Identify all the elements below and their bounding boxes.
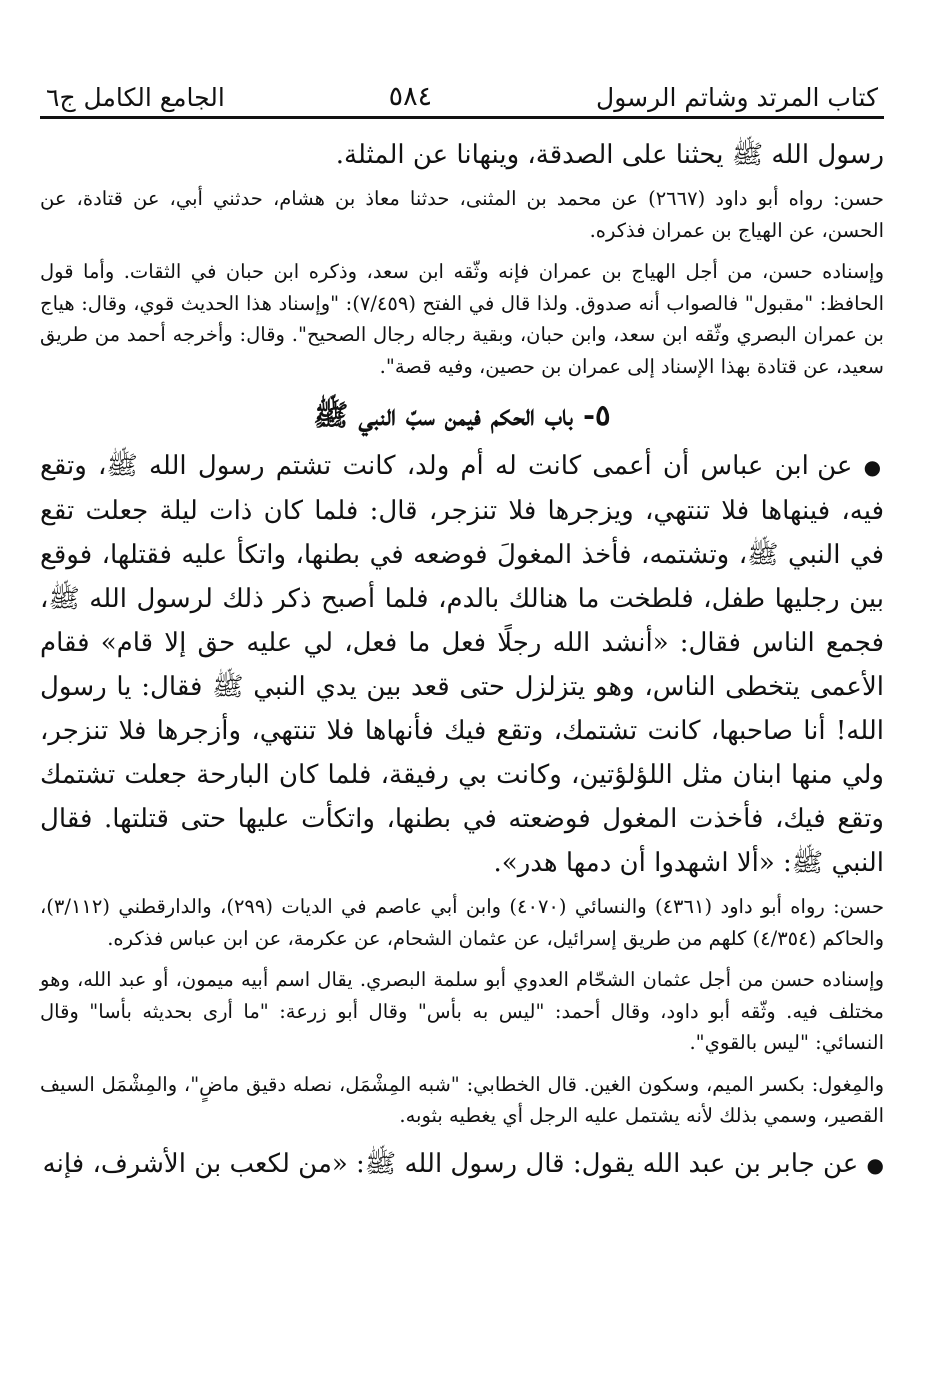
isnad-note-2: وإسناده حسن من أجل عثمان الشحّام العدوي أبو سلمة البصري. يقال اسم أبيه ميمون، أو عبد الله، وهو مختلف فيه. وثّقه أبو داود، وقال أحمد: "ليس به بأس" وقال أبو زرعة: "ما أرى بحديثه بأسا" وقال النسائي: "ليس بالقوي". (40, 968, 884, 1054)
hadith-text (40, 444, 884, 885)
bullet-icon: ● (863, 455, 885, 479)
gloss-note: والمِغول: بكسر الميم، وسكون الغين. قال الخطابي: "شبه المِشْمَل، نصله دقيق ماضٍ"، والمِشْمَل السيف القصير، وسمي بذلك لأنه يشتمل عليه الرجل أي يغطيه بثوبه. (40, 1072, 884, 1127)
bullet-icon: ● (866, 1152, 884, 1177)
header-rule (40, 116, 884, 119)
takhrij-note-2: حسن: رواه أبو داود (٤٣٦١) والنسائي (٤٠٧٠) وابن أبي عاصم في الديات (٢٩٩)، والدارقطني (٣/١١٢)، والحاكم (٤/٣٥٤) كلهم من طريق إسرائيل، عن عثمان الشحام، عن عكرمة، عن ابن عباس فذكره. (40, 895, 885, 950)
page-number: ٥٨٤ (388, 81, 433, 112)
hadith-continuation: رسول الله ﷺ يحثنا على الصدقة، وينهانا عن المثلة. (335, 140, 884, 170)
page-header (40, 68, 884, 112)
takhrij-note: حسن: رواه أبو داود (٢٦٦٧) عن محمد بن المثنى، حدثنا معاذ بن هشام، حدثني أبي، عن قتادة، عن الحسن، عن الهياج بن عمران فذكره. (40, 187, 884, 242)
header-volume: الجامع الكامل ج٦ (46, 83, 225, 112)
isnad-note: وإسناده حسن، من أجل الهياج بن عمران فإنه وثّقه ابن سعد، وذكره ابن حبان في الثقات. وأما قول الحافظ: "مقبول" فالصواب أنه صدوق. ولذا قال في الفتح (٧/٤٥٩): "وإسناد هذا الحديث قوي، وقال: هياج بن عمران البصري وثّقه ابن سعد، وابن حبان، وبقية رجاله رجال الصحيح". وقال: وأخرجه أحمد من طريق سعيد، عن قتادة بهذا الإسناد إلى عمران بن حصين، وفيه قصة". (40, 260, 885, 378)
header-book-title: كتاب المرتد وشاتم الرسول (596, 83, 878, 112)
hadith-body: عن ابن عباس أن أعمى كانت له أم ولد، كانت تشتم رسول الله ﷺ، وتقع فيه، فينهاها فلا تنتهي، ويزجرها فلا تنزجر، قال: فلما كان ذات ليلة جعلت تقع في النبي ﷺ، وتشتمه، فأخذ المغولَ فوضعه في بطنها، واتكأ عليه فقتلها، فوقع بين رجليها طفل، فلطخت ما هنالك بالدم، فلما أصبح ذكر ذلك لرسول الله ﷺ، فجمع الناس فقال: «أنشد الله رجلًا فعل ما فعل، لي عليه حق إلا قام» فقام الأعمى يتخطى الناس، وهو يتزلزل حتى قعد بين يدي النبي ﷺ فقال: يا رسول الله! أنا صاحبها، كانت تشتمك، وتقع فيك فأنهاها فلا تنتهي، وأزجرها فلا تنزجر، ولي منها ابنان مثل اللؤلؤتين، وكانت بي رفيقة، فلما كان البارحة جعلت تشتمك وتقع فيك، فأخذت المغول فوضعته في بطنها، واتكأت عليها حتى قتلتها. فقال النبي ﷺ: «ألا اشهدوا أن دمها هدر». (40, 451, 884, 878)
hadith-text-2 (40, 1142, 884, 1187)
hadith-body-2: عن جابر بن عبد الله يقول: قال رسول الله ﷺ: «من لكعب بن الأشرف، فإنه (42, 1148, 859, 1179)
chapter-title: ٥- باب الحكم فيمن سبّ النبي ﷺ (313, 398, 611, 432)
